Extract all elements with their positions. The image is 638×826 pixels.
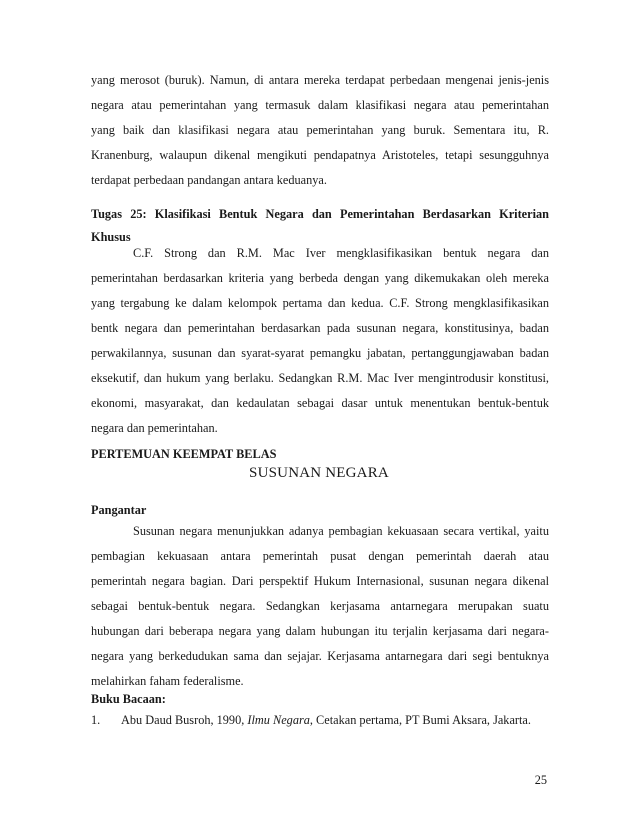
reference-author-year: Abu Daud Busroh, 1990, [121, 713, 248, 727]
paragraph-3-line: melahirkan faham federalisme. [91, 674, 244, 688]
buku-bacaan-heading: Buku Bacaan: [91, 692, 166, 706]
reference-entry [121, 712, 531, 728]
paragraph-1-line: terdapat perbedaan pandangan antara keduanya. [91, 173, 327, 187]
paragraph-2-line: pemerintahan berdasarkan kriteria yang berbeda dengan yang dikemukakan oleh mereka [91, 271, 549, 285]
paragraph-3-line: pembagian kekuasaan antara pemerintah pusat dengan pemerintah daerah atau [91, 549, 549, 563]
paragraph-2-line: bentk negara dan pemerintahan berdasarkan pada susunan negara, konstitusinya, badan [91, 321, 549, 335]
page-number: 25 [534, 773, 547, 787]
tugas-heading-line: Tugas 25: Klasifikasi Bentuk Negara dan Pemerintahan Berdasarkan Kriterian [91, 207, 549, 221]
chapter-title: SUSUNAN NEGARA [249, 465, 389, 481]
paragraph-2-line: perwakilannya, susunan dan syarat-syarat pemangku jabatan, pertanggungjawaban badan [91, 346, 549, 360]
paragraph-3-line: Susunan negara menunjukkan adanya pembagian kekuasaan secara vertikal, yaitu [133, 524, 549, 538]
paragraph-1-line: Kranenburg, walaupun dikenal mengikuti pendapatnya Aristoteles, tetapi sesungguhnya [91, 148, 549, 162]
reference-number: 1. [91, 713, 101, 727]
paragraph-2-line: C.F. Strong dan R.M. Mac Iver mengklasifikasikan bentuk negara dan [133, 246, 549, 260]
paragraph-3-line: hubungan dari beberapa negara yang dalam hubungan itu terjalin kerjasama dari negara- [91, 624, 549, 638]
paragraph-2-line: ekonomi, masyarakat, dan kedaulatan sebagai dasar untuk menentukan bentuk-bentuk [91, 396, 549, 410]
paragraph-1-line: yang merosot (buruk). Namun, di antara mereka terdapat perbedaan mengenai jenis-jenis [91, 73, 549, 87]
pengantar-heading: Pangantar [91, 503, 147, 517]
paragraph-2-line: negara dan pemerintahan. [91, 421, 218, 435]
reference-title: Ilmu Negara [247, 713, 310, 727]
paragraph-1-line: yang baik dan klasifikasi negara atau pemerintahan yang buruk. Sementara itu, R. [91, 123, 549, 137]
paragraph-2-line: eksekutif, dan hukum yang berlaku. Sedangkan R.M. Mac Iver mengintrodusir konstitusi, [91, 371, 549, 385]
meeting-heading: PERTEMUAN KEEMPAT BELAS [91, 447, 277, 461]
paragraph-2-line: yang tergabung ke dalam kelompok pertama dan kedua. C.F. Strong mengklasifikasikan [91, 296, 549, 310]
paragraph-1-line: negara atau pemerintahan yang termasuk dalam klasifikasi negara atau pemerintahan [91, 98, 549, 112]
reference-publisher: , Cetakan pertama, PT Bumi Aksara, Jakarta. [309, 713, 531, 727]
paragraph-3-line: negara yang berkedudukan sama dan sejajar. Kerjasama antarnegara dari segi bentuknya [91, 649, 549, 663]
tugas-heading-line: Khusus [91, 230, 131, 244]
paragraph-3-line: pemerintah negara bagian. Dari perspektif Hukum Internasional, susunan negara dikenal [91, 574, 549, 588]
paragraph-3-line: sebagai bentuk-bentuk negara. Sedangkan kerjasama antarnegara merupakan suatu [91, 599, 549, 613]
